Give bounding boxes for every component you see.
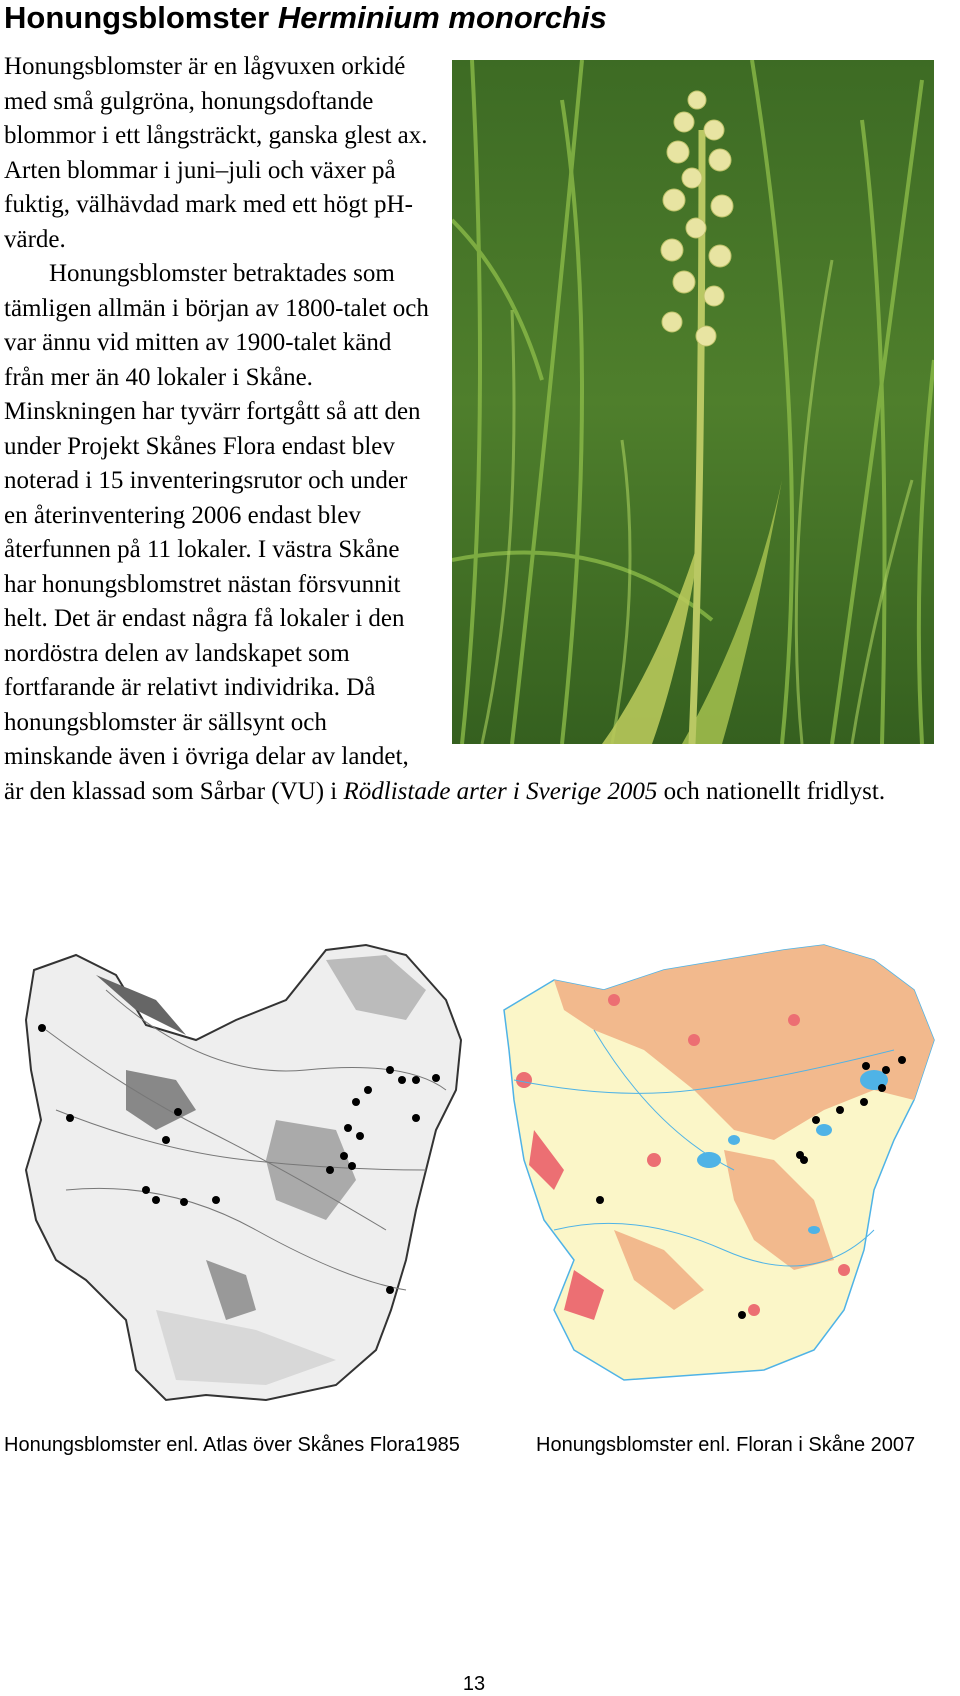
paragraph-2-end: och nationellt fridlyst. — [657, 777, 886, 805]
page-title — [4, 0, 607, 36]
orchid-photo-graphic — [452, 60, 934, 744]
latin-name: Herminium monorchis — [277, 0, 607, 35]
redlist-title: Rödlistade arter i Sverige 2005 — [343, 777, 658, 805]
map-atlas-1985-graphic — [6, 930, 476, 1410]
map-atlas-1985 — [6, 930, 476, 1410]
page-number: 13 — [462, 1673, 486, 1695]
paragraph-1: Honungsblomster är en lågvuxen orkidé med små gulgröna, honungsdoftande blommor i ett långsträckt, ganska glest ax. Arten blommar i juni–juli och växer på fuktig, välhävdad mark med ett högt pH-värde. — [4, 53, 428, 253]
map-floran-2007 — [494, 930, 960, 1410]
body-text — [4, 50, 934, 809]
paragraph-2-text: Honungsblomster betraktades som tämligen allmän i början av 1800-talet och var ännu vid mitten av 1900-talet känd från mer än 40 lokaler i Skåne. Minskningen har tyvärr fortgått så att den under Projekt Skånes Flora endast blev noterad i 15 inventeringsrutor och under en återinventering 2006 endast blev återfunnen på 11 lokaler. I västra Skåne har honungsblomstret nästan försvunnit helt. Det är endast några få lokaler i den nordöstra delen av landskapet som fortfarande är relativt individrika. Då honungsblomster är sällsynt och minskande även i övriga delar av landet, är den klassad som Sårbar (VU) i — [4, 260, 429, 805]
map-floran-2007-graphic — [494, 930, 960, 1410]
common-name: Honungsblomster — [4, 0, 270, 35]
caption-right: Honungsblomster enl. Floran i Skåne 2007 — [536, 1434, 916, 1456]
orchid-photo — [452, 60, 934, 744]
caption-left: Honungsblomster enl. Atlas över Skånes Flora1985 — [4, 1434, 460, 1456]
